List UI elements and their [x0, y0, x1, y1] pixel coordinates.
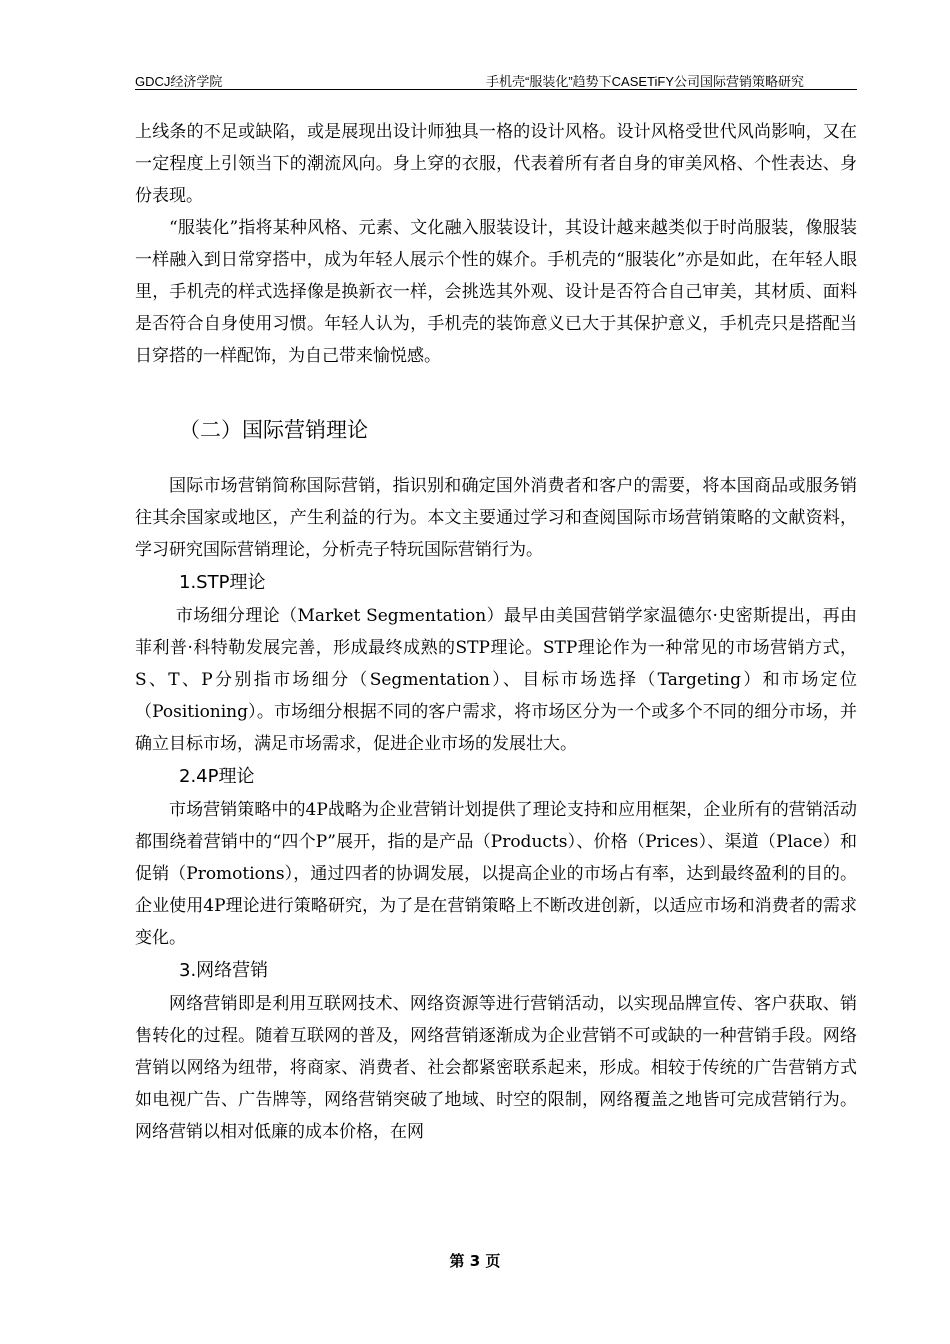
header-paper-title: 手机壳“服装化”趋势下CASETiFY公司国际营销策略研究 — [485, 74, 805, 89]
page-number: 第 3 页 — [449, 1252, 501, 1270]
section-heading: （二）国际营销理论 — [179, 418, 368, 442]
subsection-heading-network-marketing: 3.网络营销 — [179, 960, 269, 981]
header-school: GDCJ经济学院 — [135, 74, 223, 89]
subsection-heading-stp: 1.STP理论 — [179, 572, 266, 593]
paragraph-continued: 上线条的不足或缺陷，或是展现出设计师独具一格的设计风格。设计风格受世代风尚影响，又在一定程度上引领当下的潮流风向。身上穿的衣服，代表着所有者自身的审美风格、个性表达、身份表现。 — [135, 122, 857, 206]
page-header — [135, 69, 857, 90]
subsection-text-network-marketing: 网络营销即是利用互联网技术、网络资源等进行营销活动，以实现品牌宣传、客户获取、销售转化的过程。随着互联网的普及，网络营销逐渐成为企业营销不可或缺的一种营销手段。网络营销以网络为纽带，将商家、消费者、社会都紧密联系起来，形成。相较于传统的广告营销方式如电视广告、广告牌等，网络营销突破了地域、时空的限制，网络覆盖之地皆可完成营销行为。网络营销以相对低廉的成本价格，在网 — [135, 994, 857, 1142]
subsection-heading-4p: 2.4P理论 — [179, 766, 255, 787]
paragraph-fashionization: “服装化”指将某种风格、元素、文化融入服装设计，其设计越来越类似于时尚服装，像服装一样融入到日常穿搭中，成为年轻人展示个性的媒介。手机壳的“服装化”亦是如此，在年轻人眼里，手机壳的样式选择像是换新衣一样，会挑选其外观、设计是否符合自己审美，其材质、面料是否符合自身使用习惯。年轻人认为，手机壳的装饰意义已大于其保护意义，手机壳只是搭配当日穿搭的一样配饰，为自己带来愉悦感。 — [135, 218, 857, 366]
section-intro: 国际市场营销简称国际营销，指识别和确定国外消费者和客户的需要，将本国商品或服务销往其余国家或地区，产生利益的行为。本文主要通过学习和查阅国际市场营销策略的文献资料，学习研究国际营销理论，分析壳子特玩国际营销行为。 — [135, 476, 857, 560]
subsection-text-stp: 市场细分理论（Market Segmentation）最早由美国营销学家温德尔·史密斯提出，再由菲利普·科特勒发展完善，形成最终成熟的STP理论。STP理论作为一种常见的市场营销方式，S、T、P分别指市场细分（Segmentation）、目标市场选择（Targeting）和市场定位（Positioning）。市场细分根据不同的客户需求，将市场区分为一个或多个不同的细分市场，并确立目标市场，满足市场需求，促进企业市场的发展壮大。 — [135, 606, 857, 754]
page-body — [135, 116, 857, 1148]
subsection-text-4p: 市场营销策略中的4P战略为企业营销计划提供了理论支持和应用框架，企业所有的营销活动都围绕着营销中的“四个P”展开，指的是产品（Products）、价格（Prices）、渠道（Place）和促销（Promotions），通过四者的协调发展，以提高企业的市场占有率，达到最终盈利的目的。企业使用4P理论进行策略研究，为了是在营销策略上不断改进创新，以适应市场和消费者的需求变化。 — [135, 800, 857, 948]
